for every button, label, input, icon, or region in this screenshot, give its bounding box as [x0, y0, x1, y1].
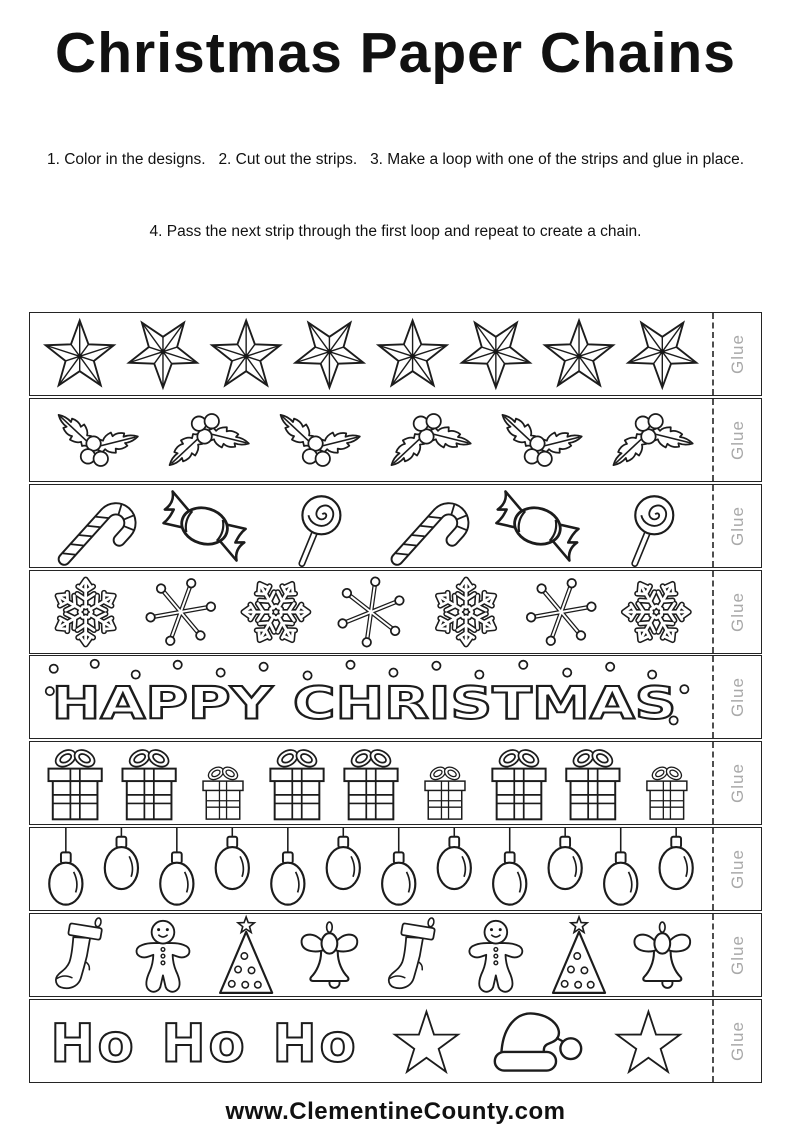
- wrapped-sweet-icon: [490, 490, 586, 560]
- page-title: Christmas Paper Chains: [55, 21, 736, 85]
- stocking-icon: [56, 917, 102, 988]
- strip-happy-christmas: [29, 655, 762, 739]
- bell-icon: [302, 922, 358, 988]
- strip-festive-mix-art: [30, 914, 712, 996]
- bauble-icon: [604, 828, 637, 905]
- strip-presents-art: [30, 742, 712, 824]
- ho-lettering: Ho: [50, 1013, 137, 1074]
- strip-festive-mix: [29, 913, 762, 997]
- stocking-icon: [389, 917, 435, 988]
- strip-stars: [29, 312, 762, 396]
- faceted-star-icon: [462, 323, 530, 388]
- bauble-icon: [160, 828, 193, 905]
- glue-tab: [712, 828, 761, 910]
- ho-lettering: Ho: [272, 1013, 359, 1074]
- glue-tab: [712, 1000, 761, 1082]
- bauble-icon: [105, 828, 138, 889]
- happy-christmas-lettering: HAPPY CHRISTMAS: [51, 676, 677, 730]
- faceted-star-icon: [46, 321, 114, 386]
- wrapped-sweet-icon: [157, 490, 253, 560]
- instructions: [0, 100, 791, 292]
- strip-baubles-art: [30, 828, 712, 910]
- strip-snowflakes-art: [30, 571, 712, 653]
- holly-icon: [384, 414, 473, 473]
- glue-label: Glue: [727, 677, 747, 718]
- ornate-snowflake-icon: [53, 579, 118, 644]
- glue-tab: [712, 742, 761, 824]
- faceted-star-icon: [378, 321, 446, 386]
- faceted-star-icon: [295, 323, 363, 388]
- strip-holly-art: [30, 399, 712, 481]
- glue-tab: [712, 399, 761, 481]
- strip-snowflakes: [29, 570, 762, 654]
- christmas-tree-icon: [220, 917, 272, 993]
- gift-icon: [48, 747, 101, 820]
- bauble-icon: [660, 828, 693, 889]
- glue-tab: [712, 313, 761, 395]
- gift-icon: [270, 747, 323, 820]
- footer-url: www.ClementineCounty.com: [225, 1097, 566, 1125]
- strip-holly: [29, 398, 762, 482]
- gift-icon: [122, 747, 175, 820]
- faceted-star-icon: [129, 323, 197, 388]
- strip-baubles: [29, 827, 762, 911]
- faceted-star-icon: [545, 321, 613, 386]
- simple-snowflake-icon: [520, 571, 602, 653]
- gingerbread-icon: [469, 921, 522, 992]
- christmas-tree-icon: [553, 917, 605, 993]
- strip-ho-ho-ho: [29, 999, 762, 1083]
- simple-snowflake-icon: [336, 573, 407, 651]
- faceted-star-icon: [628, 323, 696, 388]
- glue-tab: [712, 485, 761, 567]
- glue-tab: [712, 656, 761, 738]
- bauble-icon: [549, 828, 582, 889]
- glue-label: Glue: [727, 505, 747, 546]
- gift-icon: [492, 747, 545, 820]
- holly-icon: [51, 407, 140, 466]
- holly-icon: [162, 414, 251, 473]
- ornate-snowflake-icon: [612, 571, 700, 653]
- strip-candy: [29, 484, 762, 568]
- lollipop-icon: [635, 496, 673, 563]
- star-icon: [395, 1011, 458, 1071]
- ornate-snowflake-icon: [232, 571, 320, 653]
- lollipop-icon: [302, 496, 340, 563]
- candy-cane-icon: [61, 497, 141, 566]
- paper-chain-strips: [29, 312, 762, 1082]
- gift-icon: [566, 747, 619, 820]
- gift-icon: [344, 747, 397, 820]
- gift-icon: [647, 765, 687, 820]
- glue-label: Glue: [727, 1020, 747, 1061]
- glue-tab: [712, 571, 761, 653]
- strip-ho-ho-ho-art: [30, 1000, 712, 1082]
- strip-candy-art: [30, 485, 712, 567]
- glue-label: Glue: [727, 848, 747, 889]
- star-icon: [617, 1011, 680, 1071]
- holly-icon: [606, 414, 695, 473]
- bauble-icon: [493, 828, 526, 905]
- bauble-icon: [438, 828, 471, 889]
- glue-label: Glue: [727, 763, 747, 804]
- bauble-icon: [327, 828, 360, 889]
- glue-label: Glue: [727, 934, 747, 975]
- bauble-icon: [216, 828, 249, 889]
- strip-happy-christmas-art: [30, 656, 712, 738]
- glue-label: Glue: [727, 591, 747, 632]
- ornate-snowflake-icon: [434, 579, 499, 644]
- strip-presents: [29, 741, 762, 825]
- bell-icon: [634, 922, 690, 988]
- glue-label: Glue: [727, 419, 747, 460]
- gift-icon: [425, 765, 465, 820]
- gingerbread-icon: [137, 921, 190, 992]
- faceted-star-icon: [212, 321, 280, 386]
- glue-label: Glue: [727, 334, 747, 375]
- glue-tab: [712, 914, 761, 996]
- instructions-line-2: 4. Pass the next strip through the first loop and repeat to create a chain.: [149, 223, 642, 241]
- holly-icon: [495, 407, 584, 466]
- candy-cane-icon: [394, 497, 474, 566]
- bauble-icon: [271, 828, 304, 905]
- bauble-icon: [49, 828, 82, 905]
- strip-stars-art: [30, 313, 712, 395]
- instructions-line-1: 1. Color in the designs. 2. Cut out the strips. 3. Make a loop with one of the strips and glue in place.: [46, 151, 745, 169]
- bauble-icon: [382, 828, 415, 905]
- santa-hat-icon: [495, 1013, 581, 1070]
- holly-icon: [273, 407, 362, 466]
- ho-lettering: Ho: [161, 1013, 248, 1074]
- gift-icon: [203, 765, 243, 820]
- simple-snowflake-icon: [140, 571, 222, 653]
